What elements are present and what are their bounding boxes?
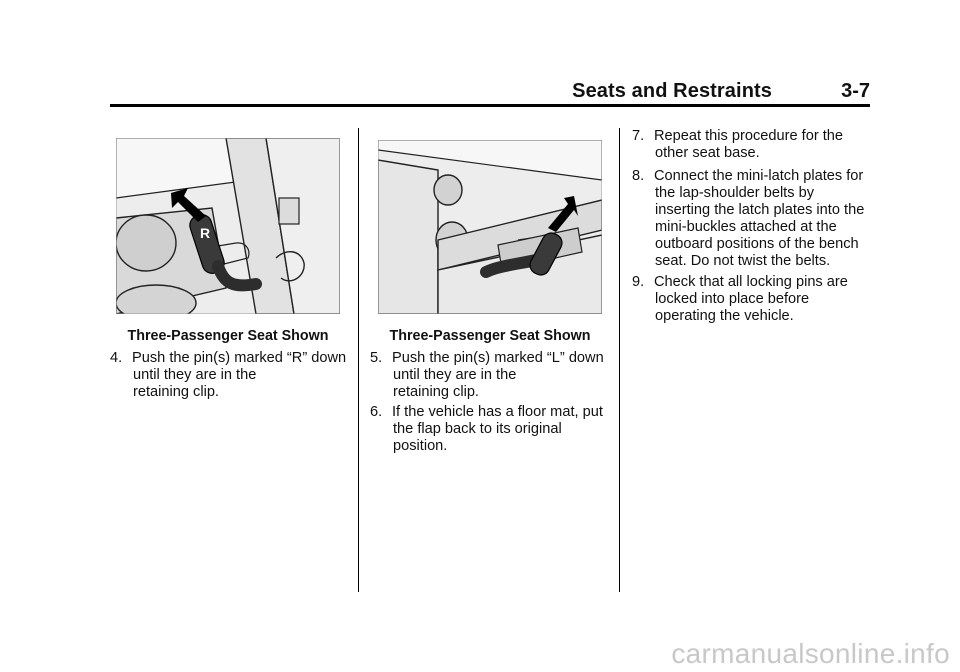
step-line: until they are in the (133, 367, 257, 383)
step-number: 6. (370, 404, 383, 420)
step-text (133, 350, 346, 401)
step-line: Check that all locking pins are (654, 274, 848, 290)
step-line: position. (393, 438, 448, 454)
step-line: Push the pin(s) marked “L” down (392, 350, 604, 366)
step-line: inserting the latch plates into the (655, 202, 865, 218)
step-text (655, 168, 864, 270)
pin-label-r: R (200, 225, 211, 241)
figure-caption-1: Three-Passenger Seat Shown (127, 328, 329, 344)
step-line: locked into place before (655, 291, 810, 307)
page-number: 3-7 (841, 80, 870, 102)
step-line: the lap-shoulder belts by (655, 185, 815, 201)
step-line: Repeat this procedure for the (654, 128, 844, 144)
step-line: retaining clip. (393, 384, 479, 400)
figure-caption-2: Three-Passenger Seat Shown (389, 328, 591, 344)
step-number: 9. (632, 274, 645, 290)
step-number: 5. (370, 350, 383, 366)
step-number: 4. (110, 350, 123, 366)
column-divider-left (358, 128, 359, 592)
step-line: mini-buckles attached at the (655, 219, 837, 235)
section-title: Seats and Restraints (572, 80, 772, 102)
step-line: seat. Do not twist the belts. (655, 253, 831, 269)
page-header (110, 80, 870, 102)
step-text (393, 404, 603, 455)
figure-seat-l-pin (378, 140, 602, 314)
column-divider-right (619, 128, 620, 592)
step-line: the flap back to its original (393, 421, 562, 437)
step-text (655, 128, 843, 162)
step-line: Push the pin(s) marked “R” down (132, 350, 347, 366)
step-line: outboard positions of the bench (655, 236, 859, 252)
header-rule (110, 104, 870, 107)
step-line: Connect the mini-latch plates for (654, 168, 864, 184)
step-line: until they are in the (393, 367, 517, 383)
step-line: operating the vehicle. (655, 308, 794, 324)
step-number: 8. (632, 168, 645, 184)
step-line: retaining clip. (133, 384, 219, 400)
figure-seat-r-pin (116, 138, 340, 314)
step-number: 7. (632, 128, 645, 144)
watermark: carmanualsonline.info (671, 638, 950, 669)
step-text (393, 350, 604, 401)
step-text (655, 274, 848, 325)
step-line: other seat base. (655, 145, 760, 161)
step-line: If the vehicle has a floor mat, put (392, 404, 603, 420)
